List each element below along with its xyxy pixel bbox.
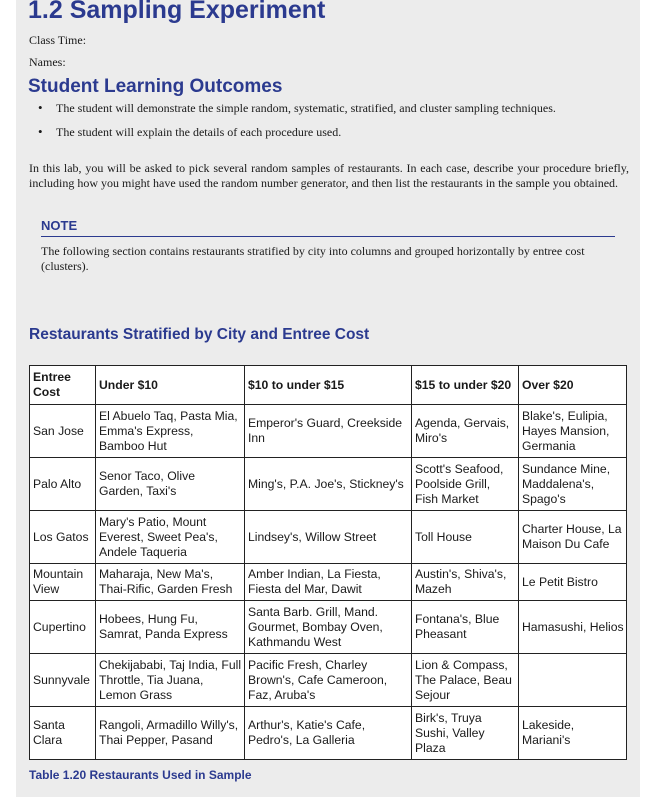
- list-item: • The student will demonstrate the simple random, systematic, stratified, and cluster sampling techniques.: [29, 99, 619, 123]
- table-row: [30, 458, 627, 511]
- city-cell: Santa Clara: [30, 707, 96, 760]
- table-cell: Charter House, La Maison Du Cafe: [519, 511, 627, 564]
- outcomes-list: [29, 99, 619, 147]
- table-cell: Lion & Compass, The Palace, Beau Sejour: [412, 654, 519, 707]
- column-header: $10 to under $15: [245, 366, 412, 405]
- table-cell: Emperor's Guard, Creekside Inn: [245, 405, 412, 458]
- table-row: [30, 564, 627, 601]
- restaurants-table: [29, 365, 627, 760]
- table-cell: Pacific Fresh, Charley Brown's, Cafe Cameroon, Faz, Aruba's: [245, 654, 412, 707]
- table-cell: Sundance Mine, Maddalena's, Spago's: [519, 458, 627, 511]
- table-cell: Austin's, Shiva's, Mazeh: [412, 564, 519, 601]
- city-cell: Mountain View: [30, 564, 96, 601]
- note-heading: NOTE: [41, 218, 615, 237]
- class-time-label: Class Time:: [29, 33, 87, 47]
- table-row: [30, 601, 627, 654]
- table-cell: Rangoli, Armadillo Willy's, Thai Pepper, Pasand: [96, 707, 245, 760]
- table-cell: Ming's, P.A. Joe's, Stickney's: [245, 458, 412, 511]
- table-cell: Blake's, Eulipia, Hayes Mansion, Germania: [519, 405, 627, 458]
- table-row: [30, 654, 627, 707]
- page-title: 1.2 Sampling Experiment: [28, 0, 326, 24]
- city-cell: Sunnyvale: [30, 654, 96, 707]
- table-cell: Chekijababi, Taj India, Full Throttle, Tia Juana, Lemon Grass: [96, 654, 245, 707]
- table-cell: Arthur's, Katie's Cafe, Pedro's, La Galleria: [245, 707, 412, 760]
- table-cell: Lindsey's, Willow Street: [245, 511, 412, 564]
- table-cell: Scott's Seafood, Poolside Grill, Fish Market: [412, 458, 519, 511]
- column-header: $15 to under $20: [412, 366, 519, 405]
- table-cell: Amber Indian, La Fiesta, Fiesta del Mar, Dawit: [245, 564, 412, 601]
- table-row: [30, 707, 627, 760]
- table-cell: Toll House: [412, 511, 519, 564]
- table-cell: Birk's, Truya Sushi, Valley Plaza: [412, 707, 519, 760]
- city-cell: Palo Alto: [30, 458, 96, 511]
- list-item: • The student will explain the details of each procedure used.: [29, 123, 619, 147]
- note-body: The following section contains restaurants stratified by city into columns and grouped horizontally by entree cost (clusters).: [41, 244, 585, 273]
- intro-paragraph: In this lab, you will be asked to pick several random samples of restaurants. In each case, describe your procedure briefly, including how you might have used the random number generator, and then list the restaurants in the sample you obtained.: [29, 161, 629, 190]
- table-cell: Santa Barb. Grill, Mand. Gourmet, Bombay Oven, Kathmandu West: [245, 601, 412, 654]
- table-cell: El Abuelo Taq, Pasta Mia, Emma's Express, Bamboo Hut: [96, 405, 245, 458]
- names-label: Names:: [29, 55, 66, 69]
- table-cell: Hobees, Hung Fu, Samrat, Panda Express: [96, 601, 245, 654]
- table-title: Restaurants Stratified by City and Entree Cost: [29, 326, 370, 343]
- table-cell: Lakeside, Mariani's: [519, 707, 627, 760]
- column-header: Entree Cost: [30, 366, 96, 405]
- table-cell: Fontana's, Blue Pheasant: [412, 601, 519, 654]
- city-cell: Los Gatos: [30, 511, 96, 564]
- column-header: Over $20: [519, 366, 627, 405]
- city-cell: San Jose: [30, 405, 96, 458]
- table-row: [30, 511, 627, 564]
- note-box: [41, 218, 615, 274]
- table-cell: Hamasushi, Helios: [519, 601, 627, 654]
- table-cell: Senor Taco, Olive Garden, Taxi's: [96, 458, 245, 511]
- table-caption: Table 1.20 Restaurants Used in Sample: [29, 768, 252, 782]
- table-cell: Maharaja, New Ma's, Thai-Rific, Garden Fresh: [96, 564, 245, 601]
- table-row: [30, 405, 627, 458]
- table-cell: Le Petit Bistro: [519, 564, 627, 601]
- table-cell: [519, 654, 627, 707]
- table-header-row: [30, 366, 627, 405]
- city-cell: Cupertino: [30, 601, 96, 654]
- outcomes-heading: Student Learning Outcomes: [28, 76, 283, 97]
- table-cell: Agenda, Gervais, Miro's: [412, 405, 519, 458]
- table-cell: Mary's Patio, Mount Everest, Sweet Pea's, Andele Taqueria: [96, 511, 245, 564]
- column-header: Under $10: [96, 366, 245, 405]
